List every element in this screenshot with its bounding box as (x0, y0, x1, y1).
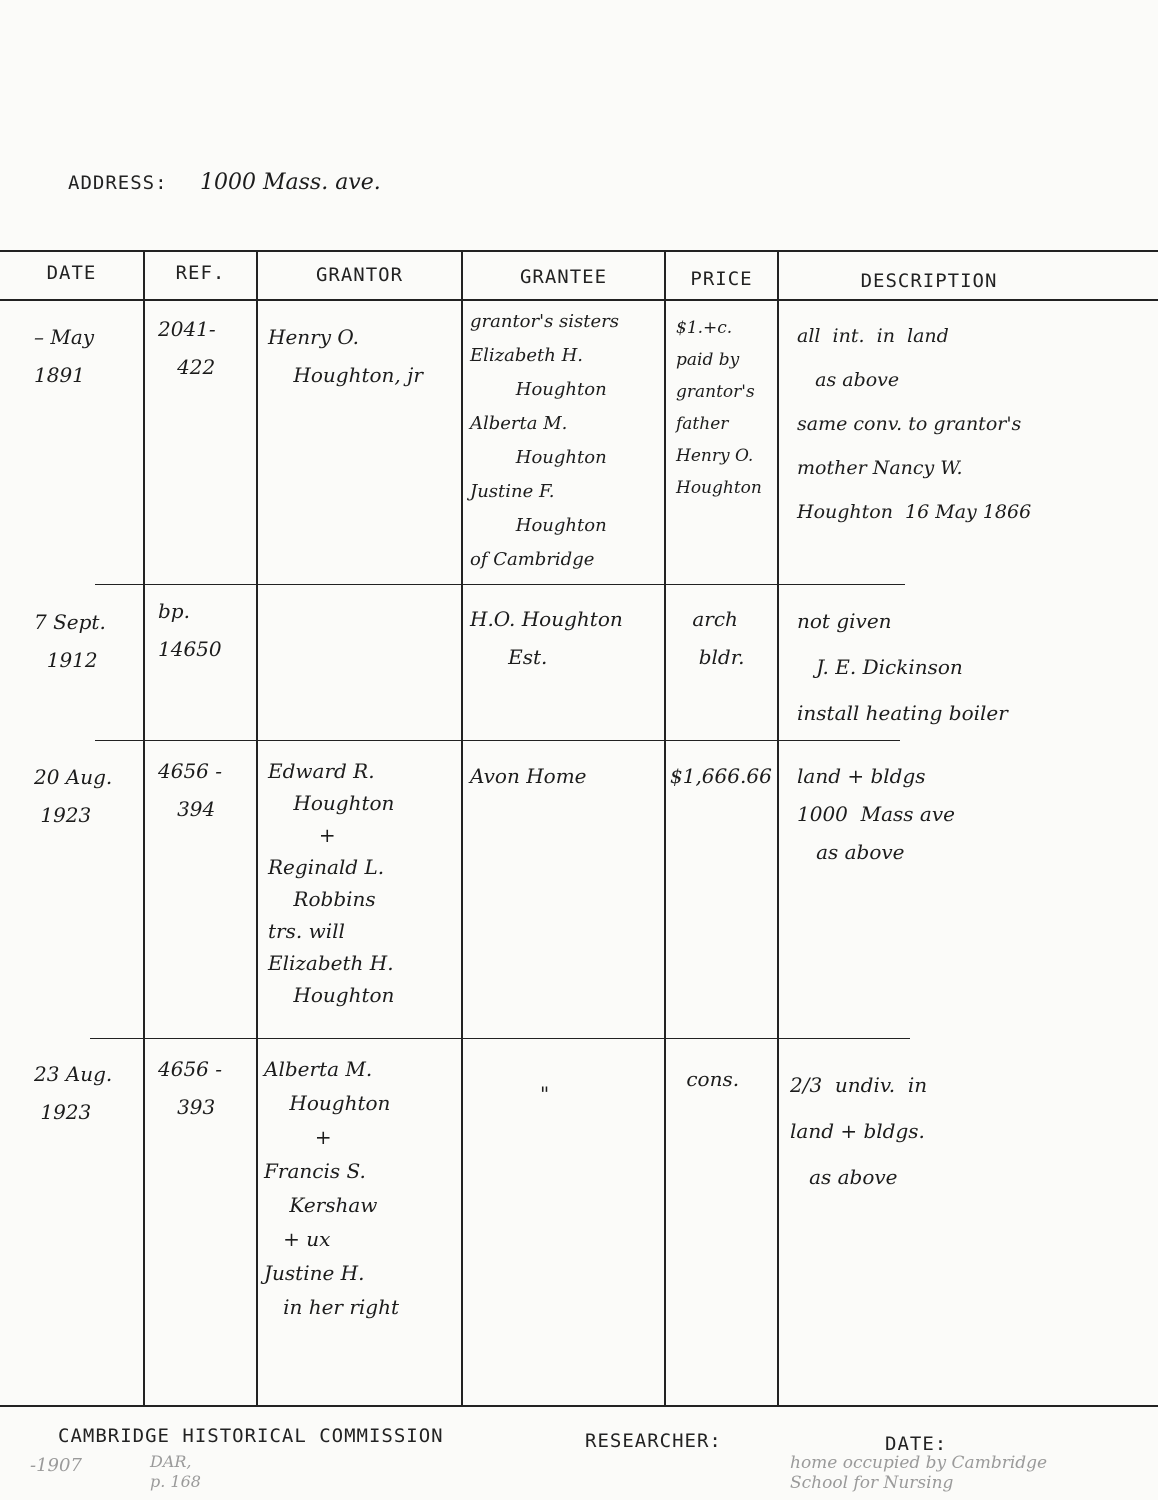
header-grantor: GRANTOR (315, 264, 404, 286)
row4-price: cons. (680, 1067, 740, 1091)
row2-grantee: H.O. Houghton Est. (470, 607, 623, 669)
address-label: ADDRESS: (68, 172, 168, 194)
address-value: 1000 Mass. ave. (200, 170, 381, 195)
footer-note-year: -1907 (30, 1455, 82, 1476)
row4-grantee: " (540, 1082, 550, 1106)
row1-description: all int. in land as above same conv. to grantor's mother Nancy W. Houghton 16 May 1866 (797, 325, 1032, 523)
row2-price: arch bldr. (692, 607, 745, 669)
row4-date: 23 Aug. 1923 (34, 1062, 113, 1124)
header-price: PRICE (690, 268, 753, 290)
col-divider-grantor-grantee (461, 250, 463, 1407)
row3-bottom-rule (90, 1038, 910, 1039)
table-top-rule (0, 250, 1158, 252)
col-divider-grantee-price (664, 250, 666, 1407)
row2-description: not given J. E. Dickinson install heating boiler (797, 609, 1008, 725)
row3-ref: 4656 - 394 (158, 759, 223, 821)
row2-bottom-rule (95, 740, 900, 741)
row3-price: $1,666.66 (670, 764, 772, 788)
header-date: DATE (46, 262, 97, 284)
header-description: DESCRIPTION (860, 270, 998, 292)
row1-bottom-rule (95, 584, 905, 585)
row1-date: – May 1891 (34, 325, 95, 387)
footer-date-label: DATE: (885, 1433, 948, 1455)
row3-date: 20 Aug. 1923 (34, 765, 113, 827)
header-grantee: GRANTEE (519, 266, 608, 288)
row3-grantee: Avon Home (470, 764, 587, 788)
row3-grantor: Edward R. Houghton + Reginald L. Robbins trs. will Elizabeth H. Houghton (268, 759, 395, 1007)
row4-description: 2/3 undiv. in land + bldgs. as above (790, 1073, 928, 1189)
header-bottom-rule (0, 299, 1158, 301)
table-bottom-rule (0, 1405, 1158, 1407)
row1-price: $1.+c. paid by grantor's father Henry O. Houghton (676, 318, 762, 498)
row3-description: land + bldgs 1000 Mass ave as above (797, 764, 955, 864)
row2-ref: bp. 14650 (158, 599, 222, 661)
col-divider-price-description (777, 250, 779, 1407)
row4-ref: 4656 - 393 (158, 1057, 223, 1119)
footer-note-reference: DAR, p. 168 (150, 1452, 201, 1491)
col-divider-date-ref (143, 250, 145, 1407)
col-divider-ref-grantor (256, 250, 258, 1407)
row1-ref: 2041- 422 (158, 317, 216, 379)
footer-commission: CAMBRIDGE HISTORICAL COMMISSION (58, 1425, 444, 1447)
footer-researcher-label: RESEARCHER: (585, 1430, 722, 1452)
row4-grantor: Alberta M. Houghton + Francis S. Kershaw + ux Justine H. in her right (264, 1057, 400, 1319)
row1-grantor: Henry O. Houghton, jr (268, 325, 423, 387)
row2-date: 7 Sept. 1912 (34, 610, 106, 672)
row1-grantee: grantor's sisters Elizabeth H. Houghton Alberta M. Houghton Justine F. Houghton of Cambridge (470, 311, 619, 570)
footer-note-occupancy: home occupied by Cambridge School for Nursing (790, 1453, 1048, 1493)
header-ref: REF. (175, 262, 226, 284)
